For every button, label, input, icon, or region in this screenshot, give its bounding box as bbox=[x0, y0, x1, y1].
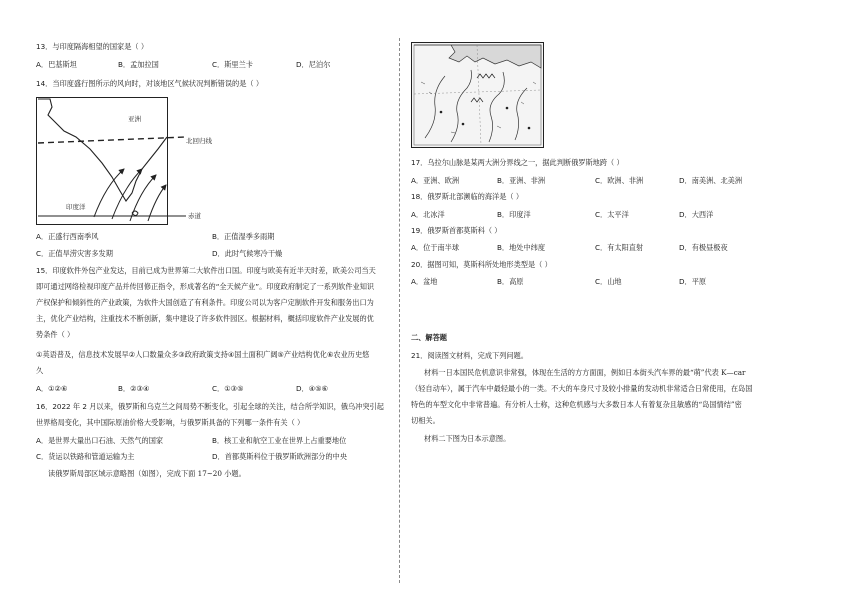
q16-option-c[interactable]: C．货运以铁路和管道运输为主 bbox=[36, 452, 135, 461]
q15-line-4: 主，优化产业结构，注重技术不断创新，集中建设了许多软件园区。根据材料，概括印度软件产业发展的优 bbox=[36, 314, 374, 323]
label-asia: 亚洲 bbox=[128, 115, 141, 123]
q18-option-b[interactable]: B．印度洋 bbox=[497, 210, 531, 219]
q19-option-d[interactable]: D．有极昼极夜 bbox=[679, 243, 728, 252]
q16-option-d[interactable]: D．首都莫斯科位于俄罗斯欧洲部分的中央 bbox=[212, 452, 347, 461]
q14-option-b[interactable]: B．正值湿季多雨期 bbox=[212, 232, 275, 241]
q13-stem: 13．与印度隔海相望的国家是（ ） bbox=[36, 42, 149, 51]
q21-stem: 21．阅读图文材料，完成下列问题。 bbox=[411, 351, 528, 360]
q16-line-1: 16．2022 年 2 月以来，俄罗斯和乌克兰之间局势不断变化，引起全球的关注，结合所学知识，俄乌冲突引起 bbox=[36, 402, 384, 411]
q18-option-c[interactable]: C．太平洋 bbox=[595, 210, 629, 219]
q21-material2: 材料二下图为日本示意图。 bbox=[424, 434, 511, 443]
q14-option-a[interactable]: A．正盛行西南季风 bbox=[36, 232, 99, 241]
q15-option-d[interactable]: D．④⑤⑥ bbox=[296, 384, 329, 393]
q20-option-d[interactable]: D．平原 bbox=[679, 277, 707, 286]
q16-line-2: 世界格局变化，其中国际原油价格大受影响，与俄罗斯具备的下列哪一条件有关（ ） bbox=[36, 418, 305, 427]
q16-option-b[interactable]: B．核工业和航空工业在世界上占重要地位 bbox=[212, 436, 347, 445]
q13-option-a[interactable]: A．巴基斯坦 bbox=[36, 60, 77, 69]
q15-line-2: 即可通过网络检视印度产品并传回修正指令，形成著名的“全天候产业”。印度政府制定了一系列软件业知识 bbox=[36, 282, 375, 291]
india-monsoon-figure bbox=[36, 97, 216, 225]
q19-stem: 19．俄罗斯首都莫斯科（ ） bbox=[411, 226, 502, 235]
q17-option-d[interactable]: D．南美洲、北美洲 bbox=[679, 176, 743, 185]
q17-option-c[interactable]: C．欧洲、非洲 bbox=[595, 176, 644, 185]
q20-option-b[interactable]: B．高原 bbox=[497, 277, 524, 286]
q13-option-c[interactable]: C．斯里兰卡 bbox=[212, 60, 253, 69]
q21-material1-line-4: 切相关。 bbox=[411, 416, 440, 425]
q15-choices-line-1: ①英语普及，信息技术发展早②人口数量众多③政府政策支持④国土面积广阔⑤产业结构优化⑥农业历史悠 bbox=[36, 350, 370, 359]
q21-material1-line-2: （轻自动车），属于汽车中最轻最小的一类。不大的车身尺寸及较小排量的发动机非常适合日常使用，在岛国 bbox=[411, 384, 753, 393]
q19-option-b[interactable]: B．地处中纬度 bbox=[497, 243, 546, 252]
q15-option-c[interactable]: C．①③⑤ bbox=[212, 384, 244, 393]
label-equator: 赤道 bbox=[188, 212, 201, 220]
q15-line-5: 势条件（ ） bbox=[36, 330, 75, 339]
q18-option-a[interactable]: A．北冰洋 bbox=[411, 210, 445, 219]
q15-option-b[interactable]: B．②③④ bbox=[118, 384, 150, 393]
q15-option-a[interactable]: A．①②⑥ bbox=[36, 384, 68, 393]
q17-stem: 17．乌拉尔山脉是某两大洲分界线之一，据此判断俄罗斯地跨（ ） bbox=[411, 158, 624, 167]
label-indian-ocean: 印度洋 bbox=[66, 203, 86, 211]
q20-stem: 20．据图可知，莫斯科所处地形类型是（ ） bbox=[411, 260, 552, 269]
q14-option-d[interactable]: D．此时气候寒冷干燥 bbox=[212, 249, 283, 258]
section-heading: 二、解答题 bbox=[411, 333, 447, 342]
q15-line-1: 15．印度软件外包产业发达，目前已成为世界第二大软件出口国。印度与欧美有近半天时差，欧美公司当天 bbox=[36, 266, 376, 275]
q21-material1-line-3: 特色的车型文化中非常普遍。有分析人士称，这种危机感与大多数日本人有着复杂且敏感的“岛国情结”密 bbox=[411, 400, 742, 409]
q18-option-d[interactable]: D．大西洋 bbox=[679, 210, 714, 219]
q20-option-a[interactable]: A．盆地 bbox=[411, 277, 438, 286]
q21-material1-line-1: 材料一日本国民危机意识非常强，体现在生活的方方面面，例如日本街头汽车界的最“萌”代表 K—car bbox=[424, 368, 746, 377]
q13-option-d[interactable]: D．尼泊尔 bbox=[296, 60, 331, 69]
russia-map-figure bbox=[411, 42, 544, 148]
q20-option-c[interactable]: C．山地 bbox=[595, 277, 622, 286]
read-note: 读俄罗斯局部区域示意略图（如图），完成下面 17~20 小题。 bbox=[48, 469, 246, 478]
q15-choices-line-2: 久 bbox=[36, 366, 44, 375]
q18-stem: 18．俄罗斯北部濒临的海洋是（ ） bbox=[411, 192, 524, 201]
q19-option-c[interactable]: C．有太阳直射 bbox=[595, 243, 644, 252]
q13-option-b[interactable]: B．孟加拉国 bbox=[118, 60, 159, 69]
q17-option-a[interactable]: A．亚洲、欧洲 bbox=[411, 176, 460, 185]
q19-option-a[interactable]: A．位于南半球 bbox=[411, 243, 460, 252]
q15-line-3: 产权保护和倾斜性的产业政策，为软件大国创造了有利条件。印度公司以为客户定制软件开发和服务出口为 bbox=[36, 298, 374, 307]
label-tropic: 北回归线 bbox=[186, 137, 212, 145]
q14-option-c[interactable]: C．正值旱涝灾害多发期 bbox=[36, 249, 113, 258]
q16-option-a[interactable]: A．是世界大量出口石油、天然气的国家 bbox=[36, 436, 164, 445]
q14-stem: 14．当印度盛行图所示的风向时，对该地区气候状况判断错误的是（ ） bbox=[36, 79, 264, 88]
q17-option-b[interactable]: B．亚洲、非洲 bbox=[497, 176, 546, 185]
column-divider bbox=[399, 38, 400, 583]
